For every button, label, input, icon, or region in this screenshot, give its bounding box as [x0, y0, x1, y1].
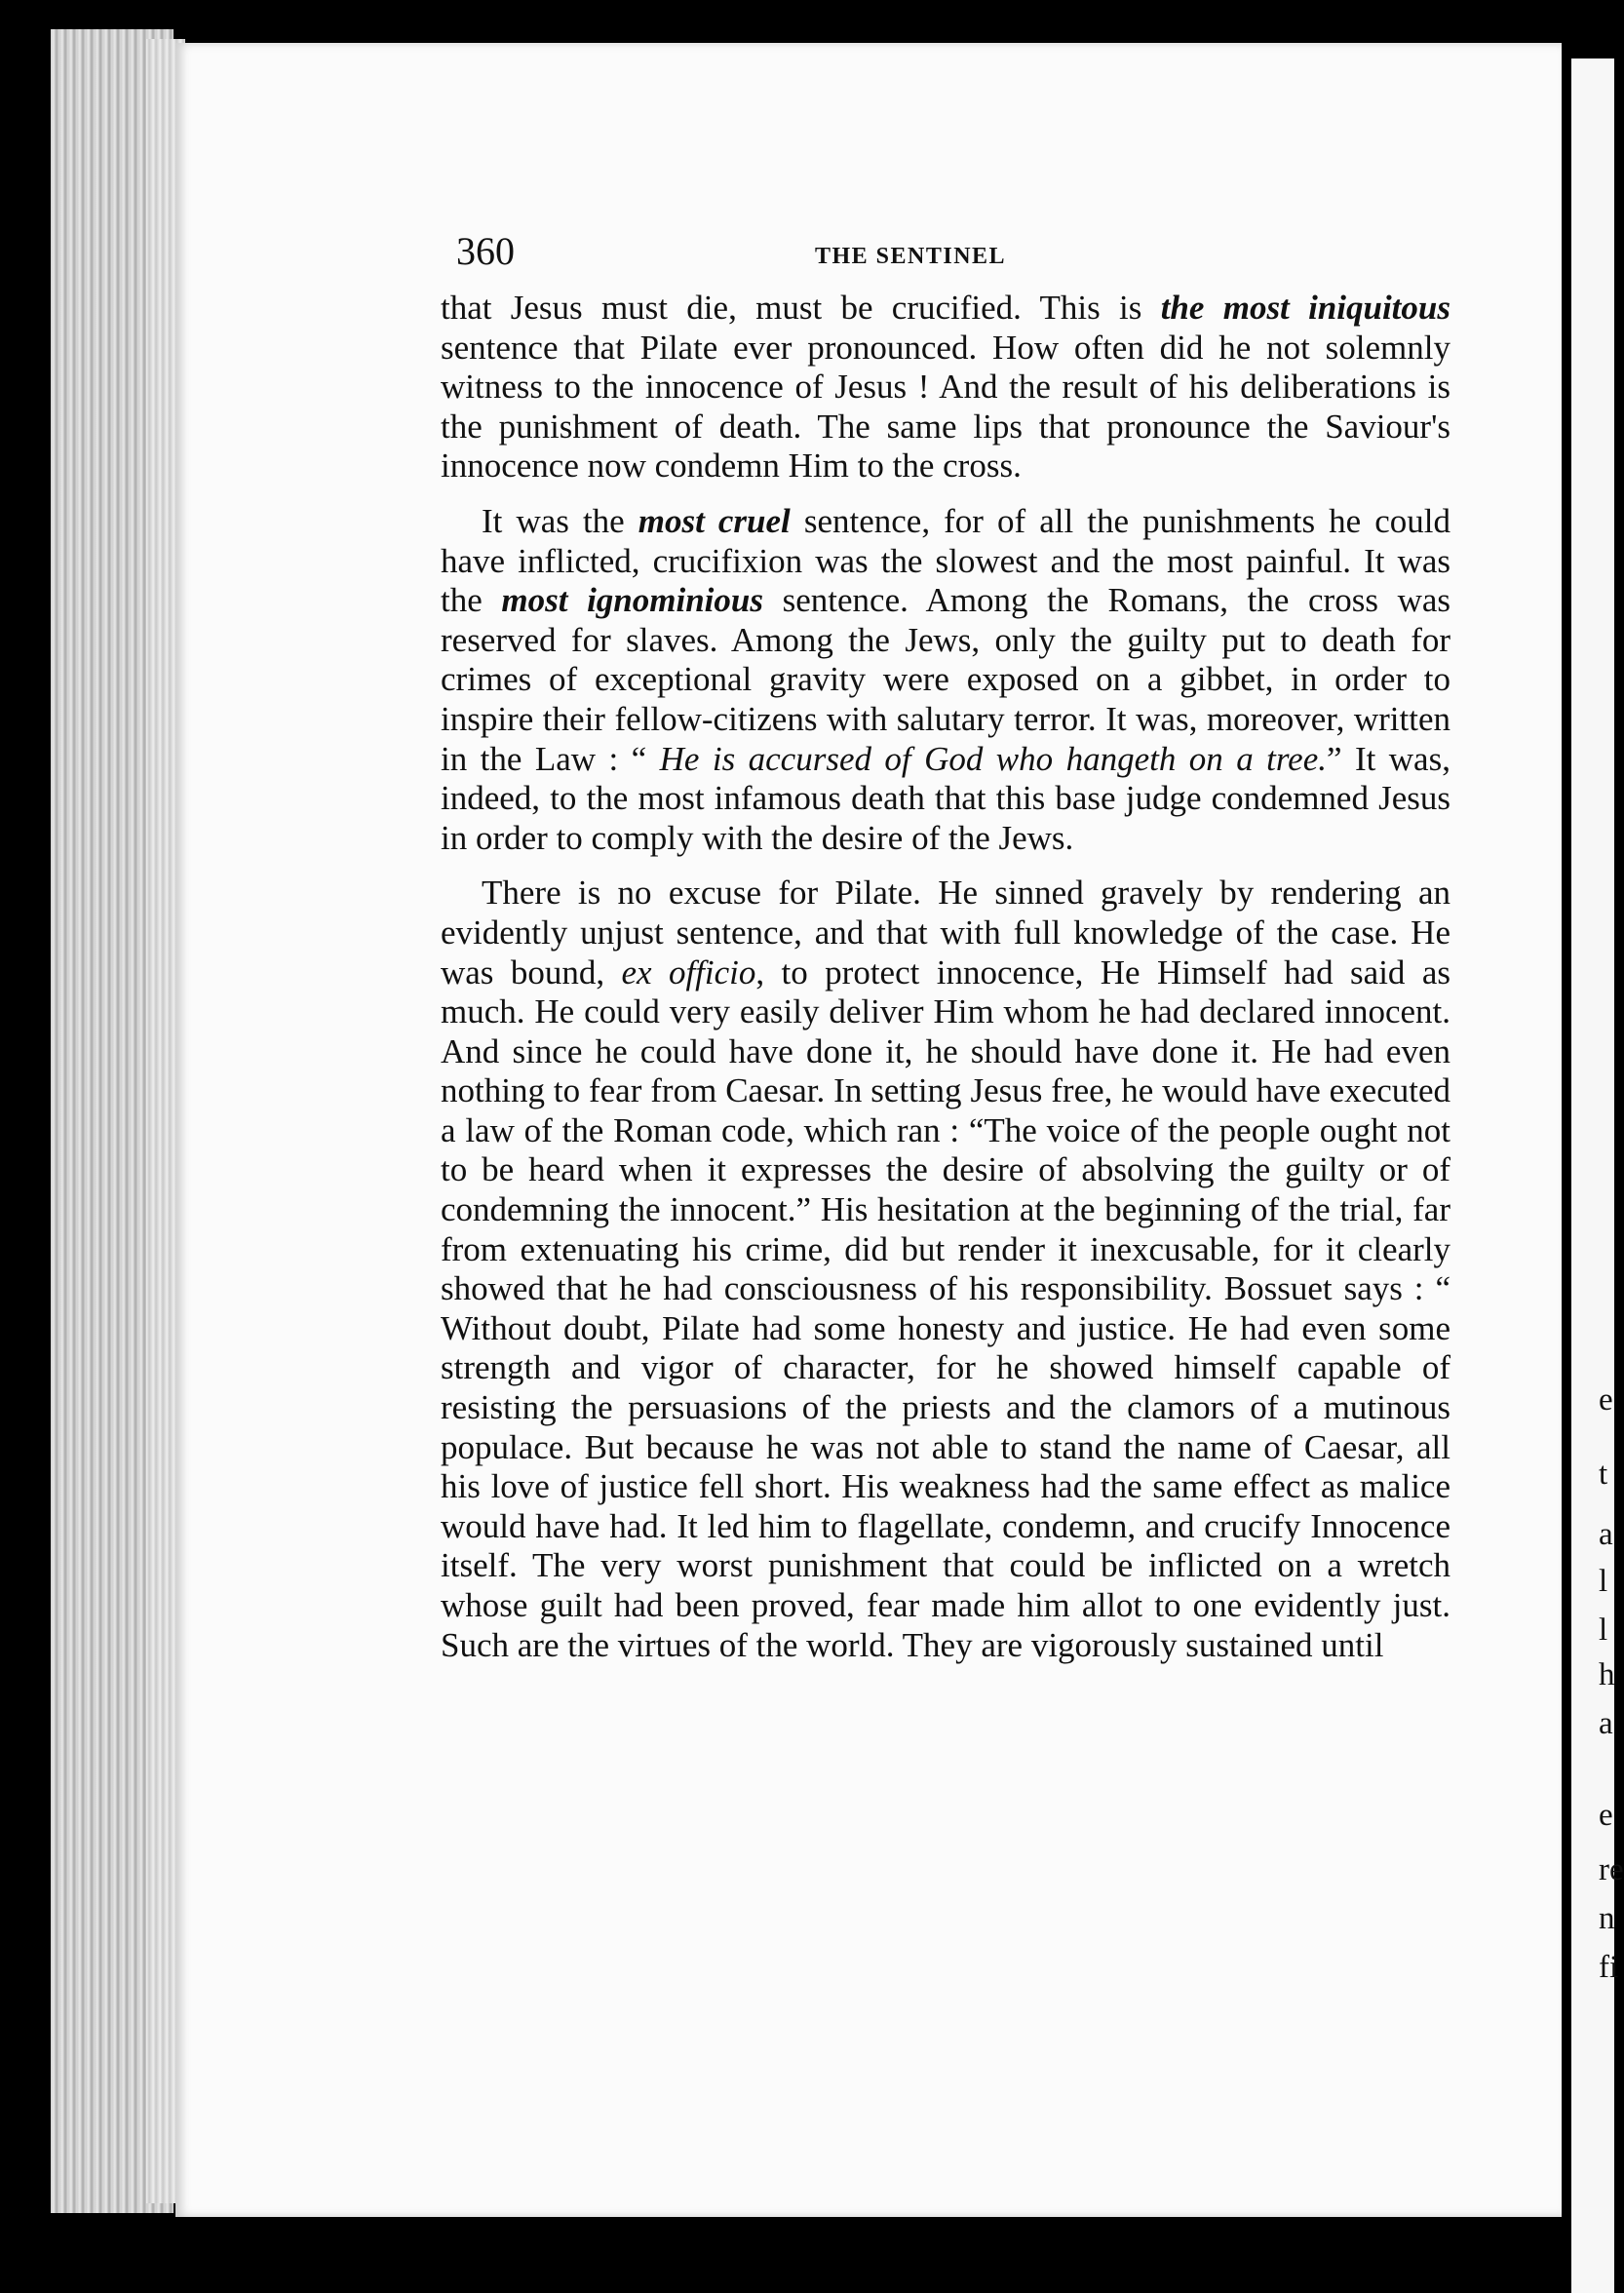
text-segment: There is no excuse for Pilate. He sinned gravely by rendering an evidently unjust sentence, and that with full knowledge of the case. He was bound,: [441, 874, 1450, 991]
text-segment: sentence that Pilate ever pronounced. How often did he not solemnly witness to the innocence of Jesus ! And the result of his deliberations is the punishment of death. The same lips that pronounce the Saviour's innocence now condemn Him to the cross.: [441, 328, 1450, 486]
facing-page-letter: fi: [1599, 1950, 1619, 1985]
facing-page-letter: l: [1599, 1564, 1608, 1599]
facing-page-letter: l: [1599, 1613, 1608, 1648]
page-number: 360: [456, 229, 515, 273]
facing-page-letter: e: [1599, 1798, 1613, 1833]
paragraph-3: [441, 874, 1450, 1665]
paragraph-1: [441, 289, 1450, 486]
running-head: THE SENTINEL: [815, 244, 1007, 269]
text-segment: the most iniquitous: [1160, 289, 1450, 327]
facing-page-letter: n: [1599, 1901, 1615, 1936]
paragraph-2: [441, 502, 1450, 858]
text-segment: sentence, for of all the punishments he could have inflicted, crucifixion was the slowest and the most painful. It was the: [441, 501, 1450, 620]
text-segment: , to protect innocence, He Himself had said as much. He could very easily deliver Him whom he had declared innocent. And since he could have done it, he should have done it. He had even nothing to fear from Caesar. In setting Jesus free, he would have executed a law of the Roman code, which ran : “The voice of the people ought not to be heard when it expresses the desire of absolving the guilty or of condemning the innocent.” His hesitation at the beginning of the trial, far from extenuating his crime, did but render it inexcusable, for it clearly showed that he had consciousness of his responsibility. Bossuet says : “ Without doubt, Pilate had some honesty and justice. He had even some strength and vigor of character, for he showed himself capable of resisting the persuasions of the priests and the clamors of a mutinous populace. But because he was not able to stand the name of Caesar, all his love of justice fell short. His weakness had the same effect as malice would have had. It led him to flagellate, condemn, and crucify Innocence itself. The very worst punishment that could be inflicted on a wretch whose guilt had been proved, fear made him allot to one evidently just. Such are the virtues of the world. They are vigorously sustained until: [441, 952, 1450, 1664]
text-segment: that Jesus must die, must be crucified. This is: [441, 289, 1161, 327]
facing-page-letter: h: [1599, 1657, 1615, 1692]
text-segment: It was the: [482, 501, 638, 540]
facing-page-letter: t: [1599, 1457, 1608, 1492]
facing-page-letter: re: [1599, 1852, 1624, 1887]
text-segment: sentence. Among the Romans, the cross was reserved for slaves. Among the Jews, only the guilty put to death for crimes of exceptional gravity were exposed on a gibbet, in order to inspire their fellow-citizens with salutary terror. It was, moreover, written in the Law : “: [441, 581, 1451, 778]
facing-page-letter: a: [1599, 1706, 1613, 1741]
text-segment: ex officio: [621, 952, 756, 991]
body-text: [441, 289, 1450, 1665]
facing-page-letter: a: [1599, 1517, 1613, 1552]
text-segment: most cruel: [638, 501, 791, 540]
text-segment: most ignominious: [501, 581, 763, 620]
page-header: [456, 228, 1447, 287]
text-segment: He is accursed of God who hangeth on a tree.: [659, 739, 1327, 778]
facing-page-letter: e: [1599, 1382, 1613, 1418]
text-segment: ” It was, indeed, to the most infamous death that this base judge condemned Jesus in order to comply with the desire of the Jews.: [441, 739, 1450, 857]
